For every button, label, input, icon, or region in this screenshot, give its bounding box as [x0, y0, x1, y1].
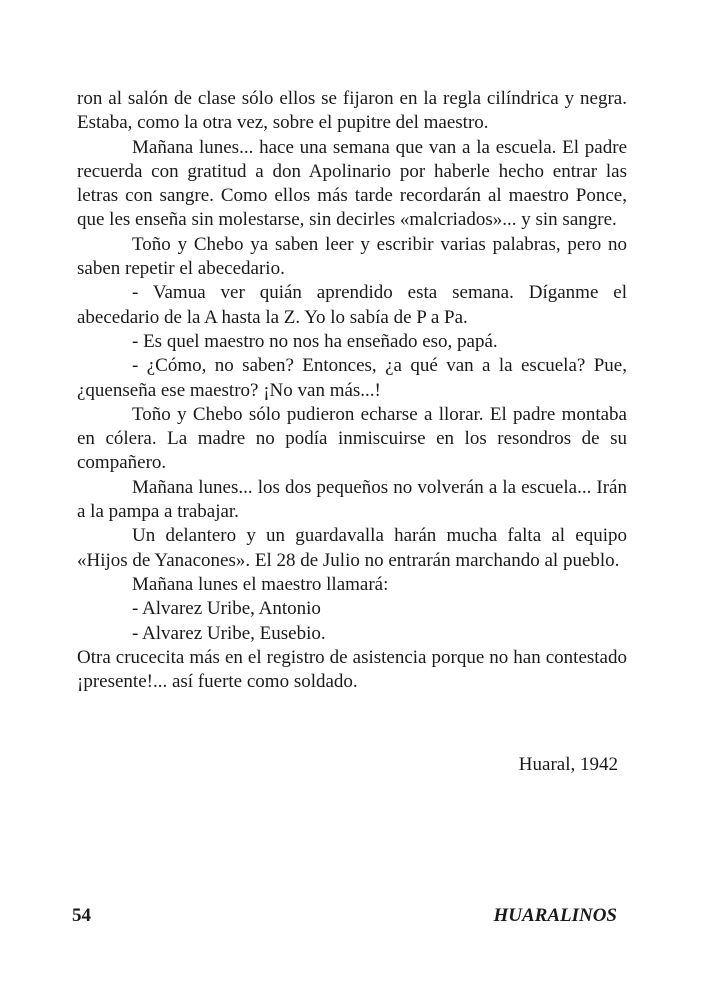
- paragraph: Otra crucecita más en el registro de asistencia porque no han contestado ¡presente!... así fuerte como soldado.: [77, 646, 627, 693]
- paragraph: Toño y Chebo sólo pudieron echarse a llorar. El padre montaba en cólera. La madre no podía inmiscuirse en los resondros de su compañero.: [77, 403, 627, 474]
- paragraph: - Es quel maestro no nos ha enseñado eso, papá.: [132, 330, 498, 352]
- running-title: HUARALINOS: [493, 905, 617, 926]
- paragraph: Un delantero y un guardavalla harán mucha falta al equipo «Hijos de Yanacones». El 28 de Julio no entrarán marchando al pueblo.: [77, 525, 627, 571]
- place-date-signoff: Huaral, 1942: [518, 754, 618, 775]
- paragraph: - Alvarez Uribe, Antonio: [132, 598, 321, 620]
- paragraph: Mañana lunes... hace una semana que van a la escuela. El padre recuerda con gratitud a don Apolinario por haberle hecho entrar las letras con sangre. Como ellos más tarde recordarán al maestro Ponce, que les enseña sin molestarse, sin decirles «malcriados»... y sin sangre.: [77, 136, 627, 231]
- body-text: [77, 87, 627, 694]
- paragraph: ron al salón de clase sólo ellos se fijaron en la regla cilíndrica y negra. Estaba, como la otra vez, sobre el pupitre del maestro.: [77, 88, 627, 134]
- paragraph: Toño y Chebo ya saben leer y escribir varias palabras, pero no saben repetir el abecedario.: [77, 233, 627, 280]
- paragraph: - Vamua ver quián aprendido esta semana. Díganme el abecedario de la A hasta la Z. Yo lo sabía de P a Pa.: [77, 282, 627, 328]
- paragraph: - Alvarez Uribe, Eusebio.: [132, 622, 326, 644]
- paragraph: Mañana lunes... los dos pequeños no volverán a la escuela... Irán a la pampa a trabajar.: [77, 476, 627, 523]
- paragraph: Mañana lunes el maestro llamará:: [132, 573, 389, 595]
- paragraph: - ¿Cómo, no saben? Entonces, ¿a qué van a la escuela? Pue, ¿quenseña ese maestro? ¡No van más...!: [77, 355, 627, 401]
- page-number: 54: [72, 905, 91, 926]
